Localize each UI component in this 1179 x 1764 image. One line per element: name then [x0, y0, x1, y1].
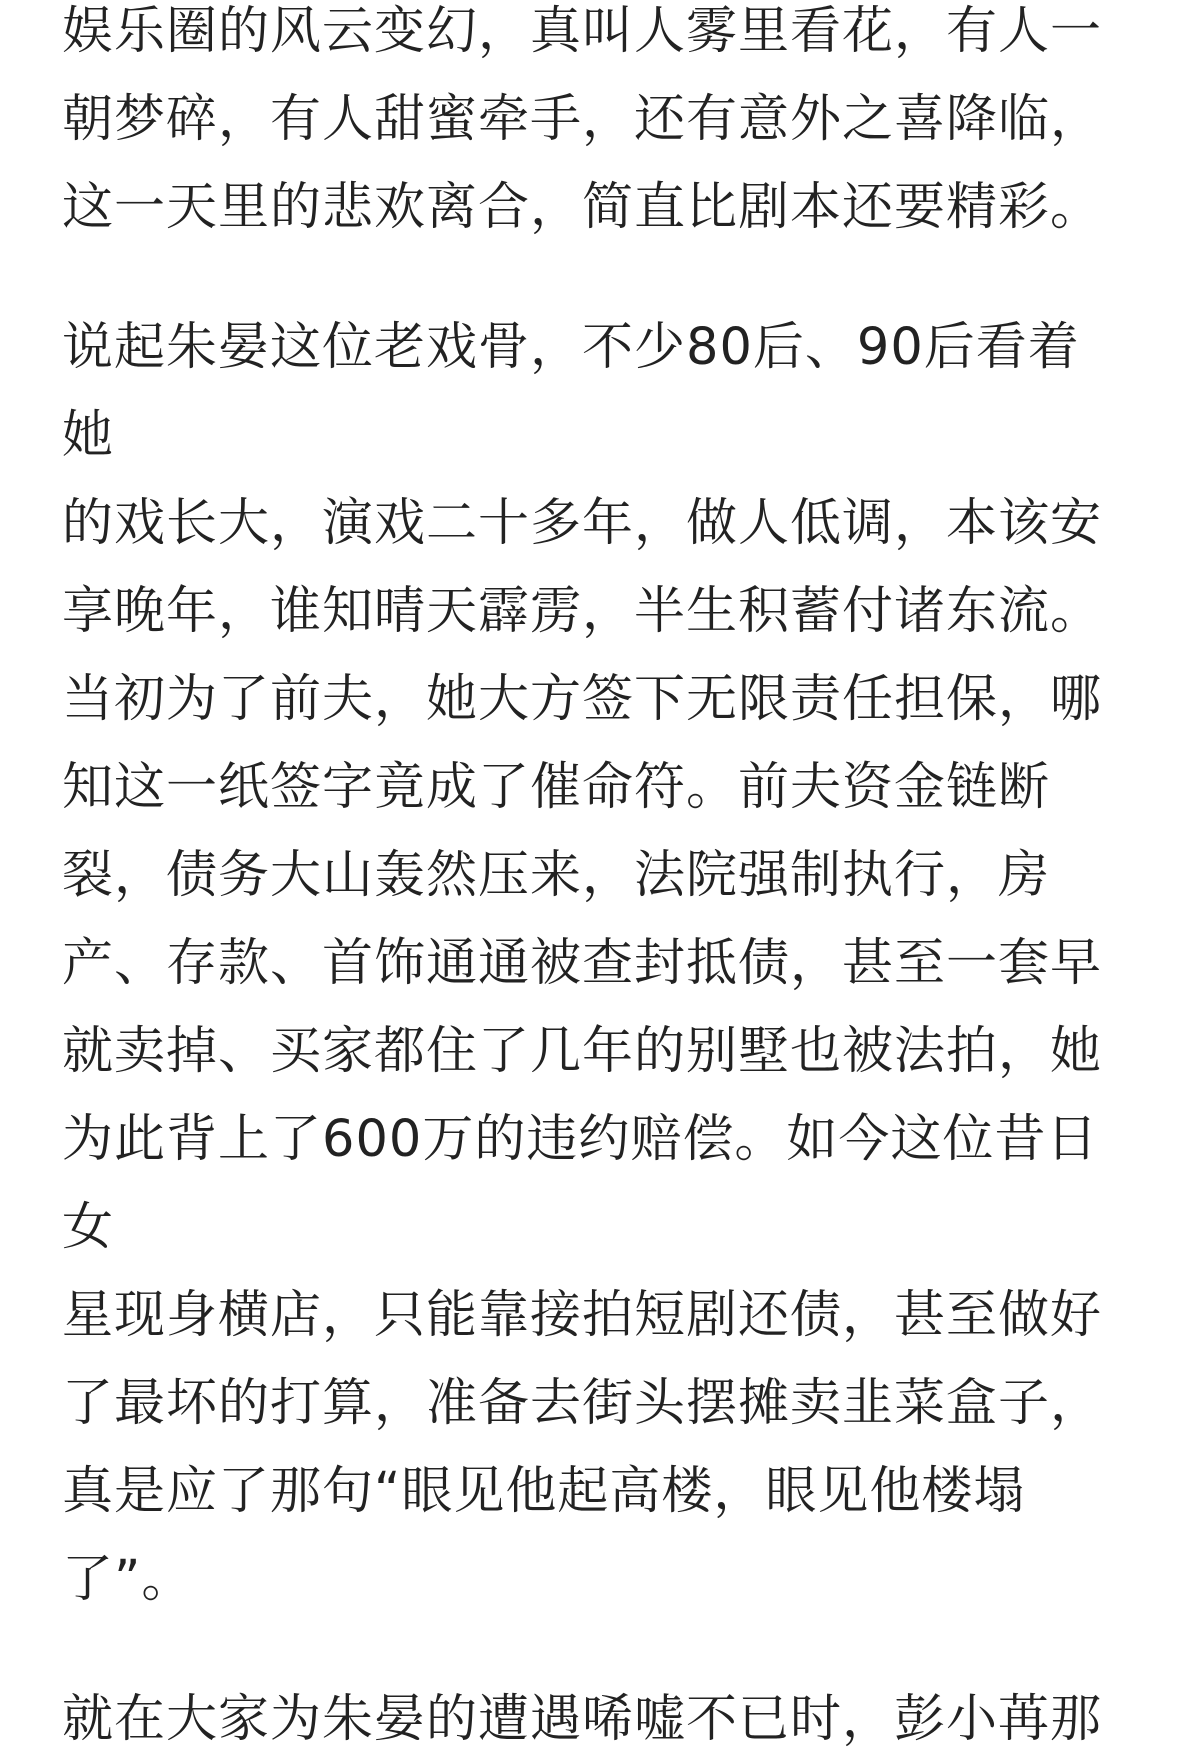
- article-body: [62, 0, 1122, 1764]
- paragraph-intro: 娱乐圈的风云变幻，真叫人雾里看花，有人一 朝梦碎，有人甜蜜牵手，还有意外之喜降临， 这一天里的悲欢离合，简直比剧本还要精彩。: [62, 2, 1103, 237]
- paragraph-peng-xiaoran: 就在大家为朱晏的遭遇唏嘘不已时，彭小苒那: [62, 1690, 1103, 1749]
- paragraph-zhu-yan: 说起朱晏这位老戏骨，不少80后、90后看着她 的戏长大，演戏二十多年，做人低调，本该安 享晚年，谁知晴天霹雳，半生积蓄付诸东流。 当初为了前夫，她大方签下无限责任担保，哪 知这一纸签字竟成了催命符。前夫资金链断 裂，债务大山轰然压来，法院强制执行，房 产、存款、首饰通通被查封抵债，甚至一套早 就卖掉、买家都住了几年的别墅也被法拍，她 为此背上了600万的违约赔偿。如今这位昔日女 星现身横店，只能靠接拍短剧还债，甚至做好 了最坏的打算，准备去街头摆摊卖韭菜盒子， 真是应了那句“眼见他起高楼，眼见他楼塌了”。: [62, 318, 1103, 1609]
